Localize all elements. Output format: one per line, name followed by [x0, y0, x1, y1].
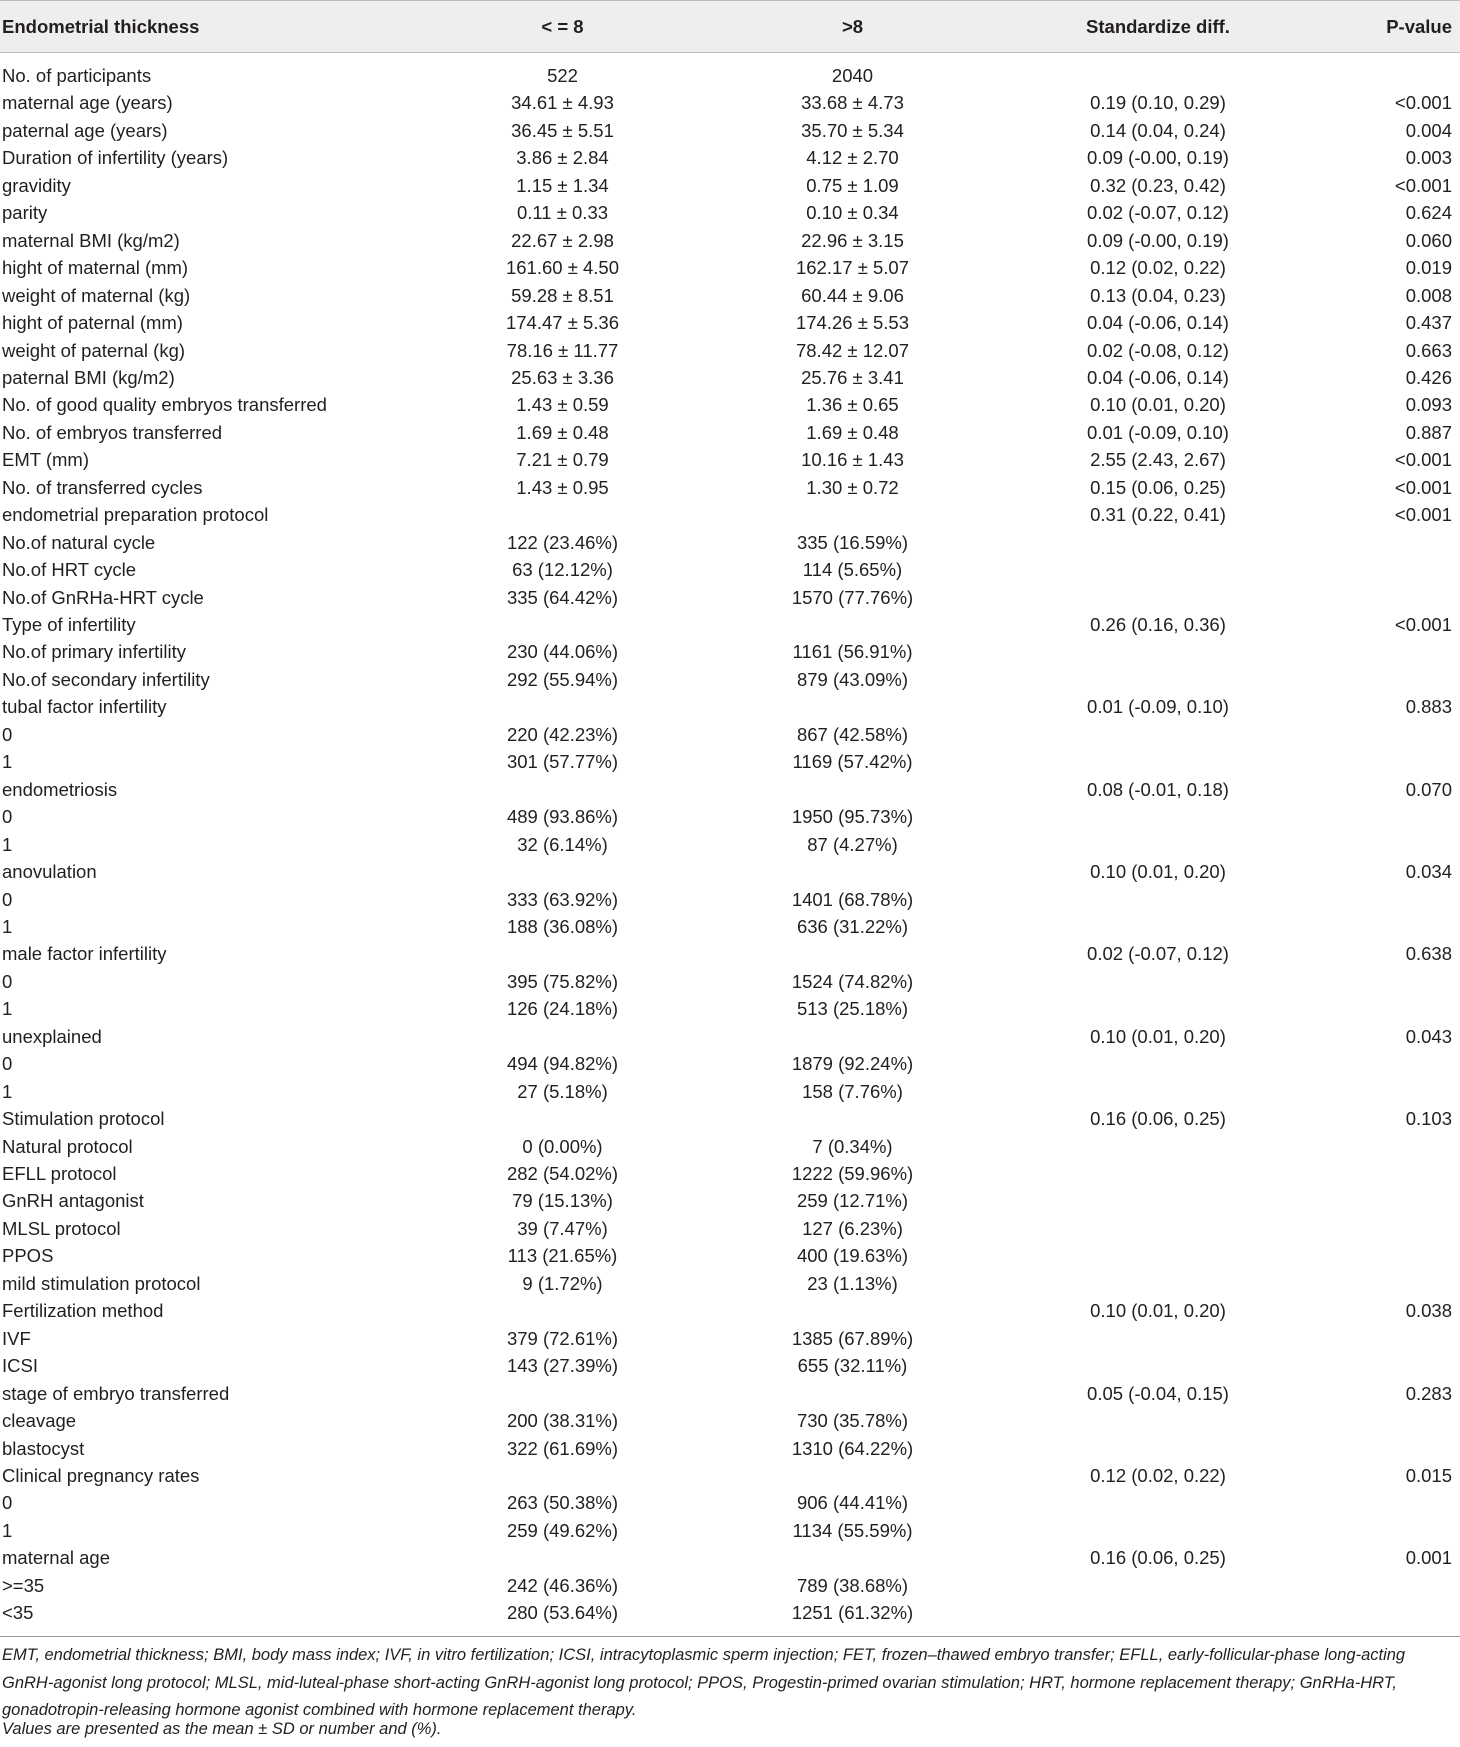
- cell-p-value: 0.883: [1405, 696, 1452, 718]
- cell-group-b: 7 (0.34%): [812, 1135, 893, 1157]
- row-label: 0: [2, 970, 13, 992]
- row-label: Type of infertility: [2, 614, 136, 635]
- row-label: blastocyst: [2, 1437, 85, 1459]
- row-label: paternal BMI (kg/m2): [2, 366, 175, 388]
- cell-p-value: <0.001: [1394, 174, 1452, 196]
- cell-std-diff: 0.02 (-0.08, 0.12): [1087, 339, 1229, 361]
- header-label: Endometrial thickness: [2, 16, 200, 37]
- cell-group-a: 494 (94.82%): [506, 1053, 619, 1075]
- cell-group-a: 230 (44.06%): [506, 641, 619, 663]
- cell-p-value: <0.001: [1394, 614, 1452, 635]
- cell-std-diff: 0.10 (0.01, 0.20): [1090, 394, 1226, 416]
- cell-group-b: 174.26 ± 5.53: [795, 312, 910, 334]
- cell-group-a: 174.47 ± 5.36: [505, 312, 620, 334]
- cell-group-a: 113 (21.65%): [507, 1245, 618, 1267]
- cell-group-a: 122 (23.46%): [506, 531, 619, 553]
- row-label: endometriosis: [2, 778, 118, 800]
- cell-std-diff: 0.10 (0.01, 0.20): [1090, 1300, 1226, 1322]
- cell-std-diff: 0.15 (0.06, 0.25): [1090, 476, 1226, 498]
- row-label: GnRH antagonist: [2, 1190, 144, 1212]
- cell-group-b: 1222 (59.96%): [791, 1163, 914, 1184]
- cell-group-b: 1310 (64.22%): [791, 1437, 914, 1459]
- cell-p-value: 0.437: [1405, 312, 1452, 334]
- row-label: 1: [2, 915, 13, 937]
- row-label: 1: [2, 1080, 13, 1102]
- cell-group-b: 400 (19.63%): [796, 1245, 909, 1267]
- cell-std-diff: 0.09 (-0.00, 0.19): [1087, 229, 1229, 251]
- cell-group-a: 395 (75.82%): [506, 970, 619, 992]
- cell-group-b: 4.12 ± 2.70: [806, 147, 899, 169]
- row-label: Natural protocol: [2, 1135, 133, 1157]
- cell-group-a: 242 (46.36%): [506, 1574, 619, 1596]
- cell-std-diff: 0.13 (0.04, 0.23): [1090, 284, 1226, 306]
- cell-group-b: 60.44 ± 9.06: [801, 284, 904, 306]
- row-label: Clinical pregnancy rates: [2, 1464, 200, 1486]
- row-label: ICSI: [2, 1355, 38, 1377]
- row-label: Duration of infertility (years): [2, 147, 229, 169]
- cell-group-b: 1950 (95.73%): [791, 806, 914, 828]
- cell-group-b: 10.16 ± 1.43: [801, 449, 904, 471]
- cell-group-a: 161.60 ± 4.50: [505, 257, 620, 279]
- cell-std-diff: 0.02 (-0.07, 0.12): [1087, 202, 1229, 224]
- cell-std-diff: 2.55 (2.43, 2.67): [1090, 449, 1226, 471]
- cell-group-a: 280 (53.64%): [506, 1602, 619, 1624]
- cell-group-b: 0.10 ± 0.34: [806, 202, 899, 224]
- row-label: endometrial preparation protocol: [2, 504, 269, 526]
- cell-group-a: 22.67 ± 2.98: [511, 229, 614, 251]
- cell-group-b: 22.96 ± 3.15: [801, 229, 904, 251]
- cell-std-diff: 0.32 (0.23, 0.42): [1090, 174, 1226, 196]
- row-label: stage of embryo transferred: [2, 1382, 230, 1404]
- cell-group-a: 59.28 ± 8.51: [511, 284, 614, 306]
- cell-p-value: 0.887: [1405, 421, 1452, 443]
- cell-group-a: 188 (36.08%): [506, 915, 619, 937]
- cell-group-b: 78.42 ± 12.07: [795, 339, 910, 361]
- cell-std-diff: 0.19 (0.10, 0.29): [1090, 92, 1226, 114]
- row-label: maternal age (years): [2, 92, 173, 114]
- cell-group-a: 32 (6.14%): [517, 833, 608, 855]
- cell-group-a: 259 (49.62%): [506, 1519, 619, 1541]
- cell-std-diff: 0.08 (-0.01, 0.18): [1087, 778, 1229, 800]
- row-label: PPOS: [2, 1245, 54, 1267]
- cell-group-a: 301 (57.77%): [506, 751, 619, 773]
- row-label: 0: [2, 723, 13, 745]
- row-label: No.of secondary infertility: [2, 668, 210, 690]
- cell-group-a: 489 (93.86%): [506, 806, 619, 828]
- cell-p-value: 0.060: [1405, 229, 1452, 251]
- row-label: weight of paternal (kg): [2, 339, 186, 361]
- cell-p-value: <0.001: [1394, 504, 1452, 526]
- cell-group-a: 39 (7.47%): [517, 1217, 608, 1239]
- cell-group-a: 220 (42.23%): [506, 723, 619, 745]
- row-label: tubal factor infertility: [2, 696, 167, 718]
- cell-p-value: 0.004: [1405, 119, 1452, 141]
- cell-group-b: 162.17 ± 5.07: [795, 257, 910, 279]
- row-label: >=35: [2, 1574, 45, 1596]
- cell-group-b: 1.30 ± 0.72: [806, 476, 899, 498]
- row-label: 1: [2, 833, 13, 855]
- row-label: No. of embryos transferred: [2, 421, 223, 443]
- cell-group-b: 33.68 ± 4.73: [801, 92, 904, 114]
- table-header: [0, 0, 1460, 53]
- row-label: parity: [2, 202, 48, 224]
- cell-group-b: 1169 (57.42%): [792, 751, 913, 773]
- row-label: No. of transferred cycles: [2, 476, 203, 498]
- row-label: cleavage: [2, 1410, 77, 1432]
- cell-group-b: 1.36 ± 0.65: [806, 394, 899, 416]
- row-label: 0: [2, 1492, 13, 1514]
- row-label: 0: [2, 888, 13, 910]
- cell-std-diff: 0.31 (0.22, 0.41): [1090, 504, 1226, 526]
- cell-p-value: 0.015: [1405, 1464, 1452, 1486]
- cell-group-b: 1161 (56.91%): [792, 641, 913, 663]
- cell-p-value: 0.426: [1405, 366, 1452, 388]
- row-label: anovulation: [2, 861, 97, 883]
- row-label: paternal age (years): [2, 119, 168, 141]
- cell-group-b: 1879 (92.24%): [791, 1053, 914, 1075]
- cell-p-value: 0.038: [1405, 1300, 1452, 1322]
- row-label: Fertilization method: [2, 1300, 164, 1322]
- cell-group-b: 1134 (55.59%): [792, 1519, 913, 1541]
- row-label: No. of participants: [2, 65, 152, 86]
- cell-std-diff: 0.01 (-0.09, 0.10): [1087, 696, 1229, 718]
- row-label: male factor infertility: [2, 943, 167, 965]
- cell-std-diff: 0.10 (0.01, 0.20): [1090, 1025, 1226, 1047]
- row-label: No.of primary infertility: [2, 641, 187, 663]
- row-label: 0: [2, 1053, 13, 1075]
- cell-p-value: <0.001: [1394, 476, 1452, 498]
- cell-group-b: 1.69 ± 0.48: [806, 421, 899, 443]
- cell-group-b: 1251 (61.32%): [791, 1602, 914, 1624]
- cell-group-a: 1.69 ± 0.48: [516, 421, 609, 443]
- cell-group-a: 0.11 ± 0.33: [516, 202, 609, 224]
- row-label: EFLL protocol: [2, 1163, 117, 1184]
- cell-std-diff: 0.02 (-0.07, 0.12): [1087, 943, 1229, 965]
- cell-group-b: 636 (31.22%): [796, 915, 909, 937]
- cell-group-a: 7.21 ± 0.79: [516, 449, 609, 471]
- cell-group-a: 0 (0.00%): [522, 1135, 603, 1157]
- cell-std-diff: 0.05 (-0.04, 0.15): [1087, 1382, 1229, 1404]
- row-label: MLSL protocol: [2, 1217, 121, 1239]
- row-label: No. of good quality embryos transferred: [2, 394, 327, 416]
- cell-group-b: 513 (25.18%): [796, 998, 909, 1020]
- cell-group-b: 1401 (68.78%): [791, 888, 914, 910]
- cell-p-value: 0.624: [1405, 202, 1452, 224]
- cell-group-b: 114 (5.65%): [802, 559, 903, 581]
- cell-std-diff: 0.09 (-0.00, 0.19): [1087, 147, 1229, 169]
- cell-group-a: 126 (24.18%): [506, 998, 619, 1020]
- row-label: unexplained: [2, 1025, 102, 1047]
- cell-std-diff: 0.12 (0.02, 0.22): [1090, 257, 1226, 279]
- header-group-a: < = 8: [541, 16, 584, 37]
- cell-group-a: 282 (54.02%): [506, 1163, 619, 1184]
- cell-group-b: 2040: [831, 65, 874, 86]
- row-label: 1: [2, 998, 13, 1020]
- row-label: 0: [2, 806, 13, 828]
- cell-p-value: 0.043: [1405, 1025, 1452, 1047]
- cell-group-a: 322 (61.69%): [506, 1437, 619, 1459]
- cell-group-a: 3.86 ± 2.84: [516, 147, 609, 169]
- cell-std-diff: 0.04 (-0.06, 0.14): [1087, 366, 1229, 388]
- cell-group-b: 23 (1.13%): [807, 1272, 898, 1294]
- cell-p-value: 0.663: [1405, 339, 1452, 361]
- header-std-diff: Standardize diff.: [1086, 16, 1230, 37]
- cell-group-b: 789 (38.68%): [796, 1574, 909, 1596]
- row-label: gravidity: [2, 174, 71, 196]
- cell-p-value: 0.283: [1405, 1382, 1452, 1404]
- cell-p-value: 0.001: [1405, 1547, 1452, 1569]
- cell-group-a: 292 (55.94%): [506, 668, 619, 690]
- cell-std-diff: 0.12 (0.02, 0.22): [1090, 1464, 1226, 1486]
- row-label: 1: [2, 1519, 13, 1541]
- cell-group-b: 730 (35.78%): [796, 1410, 909, 1432]
- cell-group-b: 867 (42.58%): [796, 723, 909, 745]
- cell-p-value: 0.093: [1405, 394, 1452, 416]
- cell-std-diff: 0.16 (0.06, 0.25): [1090, 1547, 1226, 1569]
- cell-p-value: 0.003: [1405, 147, 1452, 169]
- row-label: No.of HRT cycle: [2, 559, 136, 581]
- cell-group-b: 1524 (74.82%): [791, 970, 914, 992]
- cell-p-value: 0.103: [1405, 1108, 1452, 1130]
- cell-std-diff: 0.14 (0.04, 0.24): [1090, 119, 1226, 141]
- cell-p-value: 0.070: [1405, 778, 1452, 800]
- table-bottom-rule: [0, 1636, 1460, 1637]
- cell-group-a: 263 (50.38%): [506, 1492, 619, 1514]
- cell-group-b: 127 (6.23%): [802, 1217, 903, 1239]
- cell-group-b: 1570 (77.76%): [791, 586, 914, 608]
- cell-std-diff: 0.26 (0.16, 0.36): [1090, 614, 1226, 635]
- cell-std-diff: 0.01 (-0.09, 0.10): [1087, 421, 1229, 443]
- cell-group-a: 1.43 ± 0.95: [516, 476, 609, 498]
- row-label: maternal BMI (kg/m2): [2, 229, 180, 251]
- cell-group-b: 0.75 ± 1.09: [806, 174, 899, 196]
- cell-std-diff: 0.16 (0.06, 0.25): [1090, 1108, 1226, 1130]
- cell-p-value: 0.034: [1405, 861, 1452, 883]
- row-label: <35: [2, 1602, 34, 1624]
- row-label: EMT (mm): [2, 449, 89, 471]
- cell-p-value: <0.001: [1394, 449, 1452, 471]
- cell-p-value: 0.019: [1405, 257, 1452, 279]
- cell-p-value: 0.638: [1405, 943, 1452, 965]
- row-label: IVF: [2, 1327, 31, 1349]
- cell-group-a: 333 (63.92%): [506, 888, 619, 910]
- cell-group-b: 259 (12.71%): [796, 1190, 909, 1212]
- cell-std-diff: 0.10 (0.01, 0.20): [1090, 861, 1226, 883]
- footnote-abbreviations: EMT, endometrial thickness; BMI, body mass index; IVF, in vitro fertilization; ICSI, intracytoplasmic sperm injection; FET, frozen–thawed embryo transfer; EFLL, early-follicular-phase long-acting GnRH-agonist long protocol; MLSL, mid-luteal-phase short-acting GnRH-agonist long protocol; PPOS, Progestin-primed ovarian stimulation; HRT, hormone replacement therapy; GnRHa-HRT, gonadotropin-releasing hormone agonist combined with hormone replacement therapy.: [2, 1646, 1406, 1719]
- cell-group-a: 27 (5.18%): [517, 1080, 608, 1102]
- cell-group-a: 379 (72.61%): [506, 1327, 619, 1349]
- cell-group-b: 1385 (67.89%): [791, 1327, 914, 1349]
- cell-group-a: 34.61 ± 4.93: [511, 92, 614, 114]
- row-label: hight of paternal (mm): [2, 312, 183, 334]
- cell-group-b: 87 (4.27%): [807, 833, 898, 855]
- cell-group-a: 78.16 ± 11.77: [506, 339, 619, 361]
- cell-group-b: 335 (16.59%): [796, 531, 909, 553]
- cell-group-b: 158 (7.76%): [802, 1080, 903, 1102]
- cell-group-a: 1.43 ± 0.59: [516, 394, 609, 416]
- cell-group-a: 63 (12.12%): [512, 559, 613, 581]
- footnote-values-note: Values are presented as the mean ± SD or number and (%).: [2, 1720, 442, 1738]
- header-group-b: >8: [841, 16, 864, 37]
- cell-group-a: 335 (64.42%): [506, 586, 619, 608]
- cell-std-diff: 0.04 (-0.06, 0.14): [1087, 312, 1229, 334]
- cell-group-a: 200 (38.31%): [506, 1410, 619, 1432]
- cell-group-a: 522: [547, 65, 578, 86]
- row-label: hight of maternal (mm): [2, 257, 189, 279]
- cell-group-b: 879 (43.09%): [796, 668, 909, 690]
- cell-group-a: 79 (15.13%): [512, 1190, 613, 1212]
- cell-group-a: 1.15 ± 1.34: [516, 174, 609, 196]
- cell-p-value: 0.008: [1405, 284, 1452, 306]
- cell-group-b: 35.70 ± 5.34: [801, 119, 904, 141]
- row-label: weight of maternal (kg): [2, 284, 191, 306]
- cell-group-a: 36.45 ± 5.51: [511, 119, 614, 141]
- row-label: Stimulation protocol: [2, 1108, 165, 1130]
- cell-p-value: <0.001: [1394, 92, 1452, 114]
- header-p-value: P-value: [1386, 16, 1452, 37]
- cell-group-a: 143 (27.39%): [506, 1355, 619, 1377]
- row-label: No.of GnRHa-HRT cycle: [2, 586, 204, 608]
- cell-group-b: 906 (44.41%): [796, 1492, 909, 1514]
- cell-group-a: 9 (1.72%): [522, 1272, 603, 1294]
- cell-group-a: 25.63 ± 3.36: [511, 366, 614, 388]
- row-label: maternal age: [2, 1547, 110, 1569]
- row-label: mild stimulation protocol: [2, 1272, 201, 1294]
- row-label: No.of natural cycle: [2, 531, 156, 553]
- cell-group-b: 25.76 ± 3.41: [801, 366, 904, 388]
- row-label: 1: [2, 751, 13, 773]
- cell-group-b: 655 (32.11%): [797, 1355, 908, 1377]
